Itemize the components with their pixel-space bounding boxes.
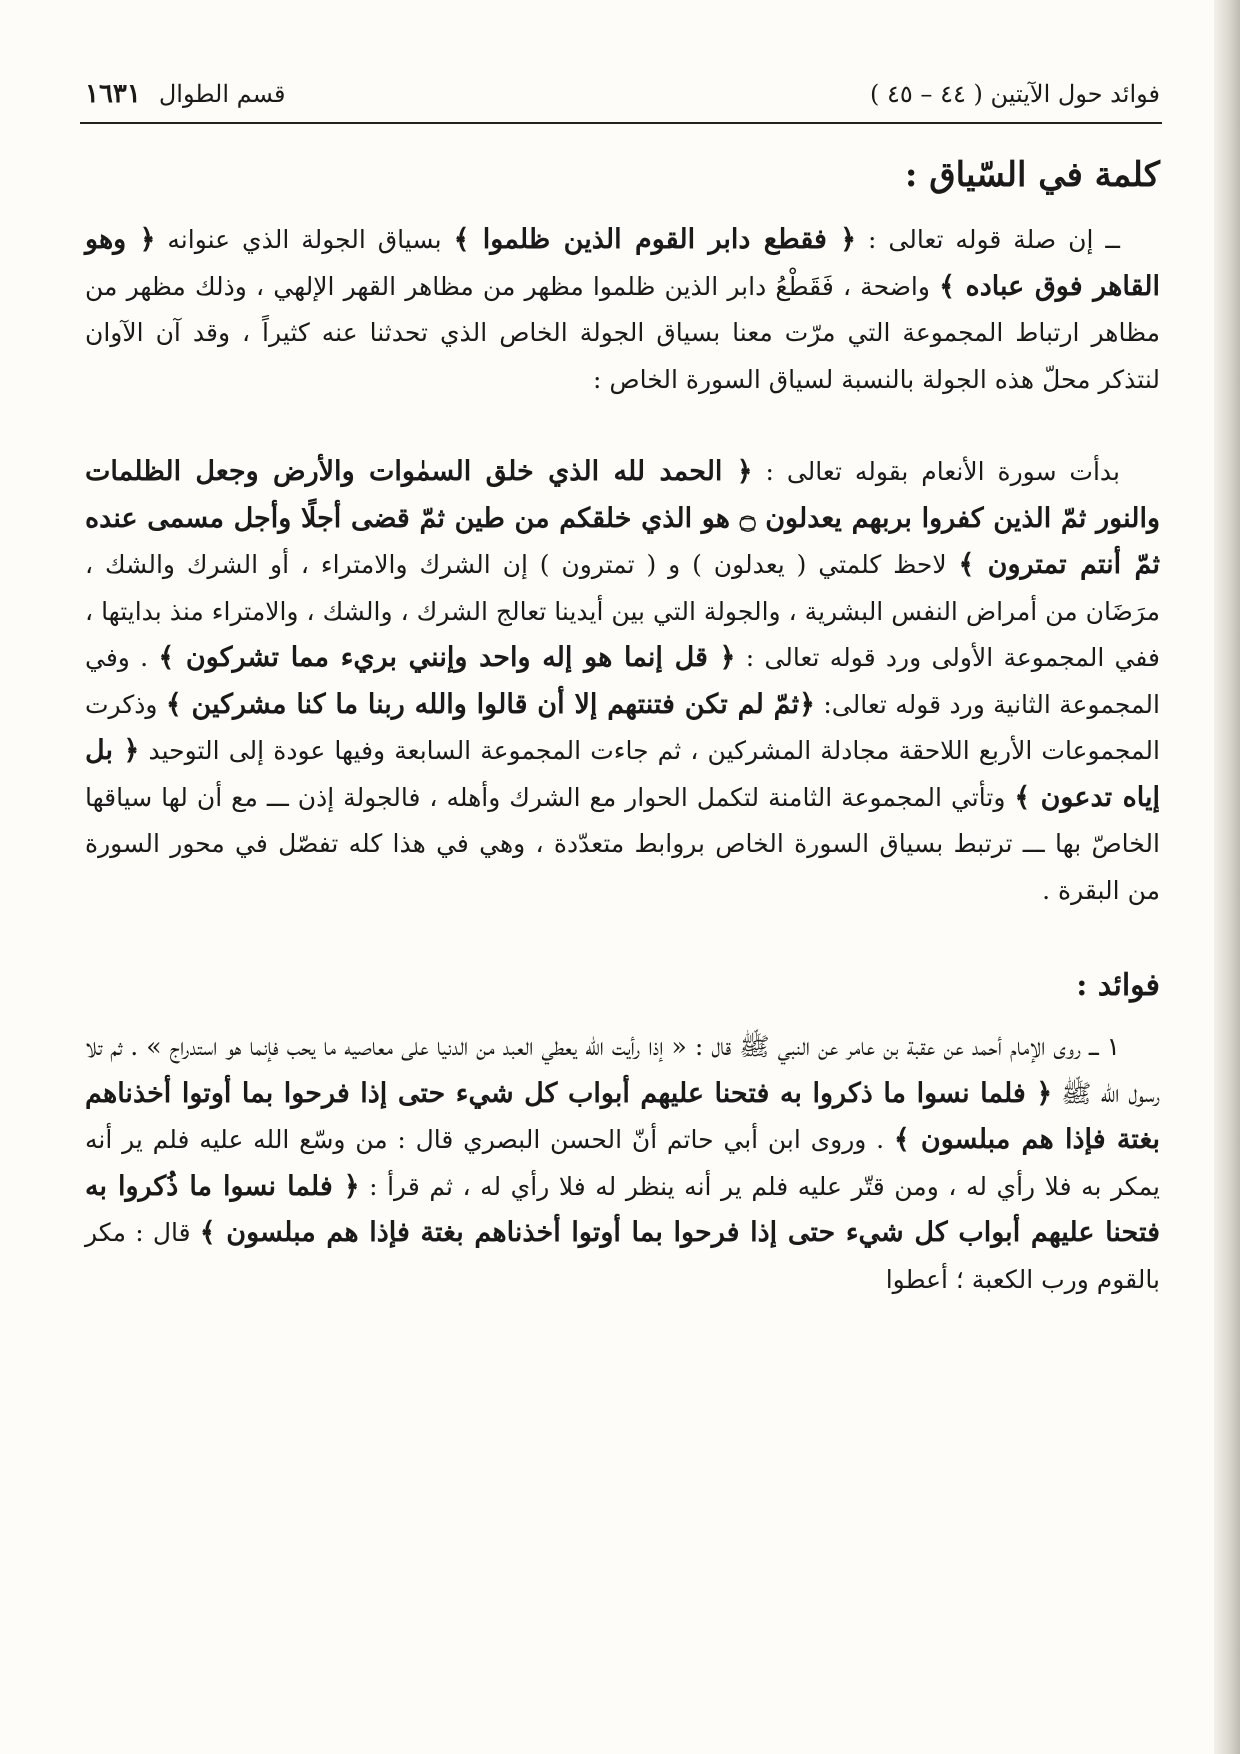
quran-quote: ﴿ الحمد لله الذي خلق السمٰوات والأرض وجعل الظلمات والنور ثمّ الذين كفروا بربهم يعدلون ۝ هو الذي خلقكم من طين ثمّ قضى أجلًا وأجل مسمى عنده ثمّ أنتم تمترون ﴾	[85, 456, 1160, 580]
quran-quote: ﴿ بل إياه تدعون ﴾	[85, 735, 1160, 813]
header-left-group	[85, 79, 286, 109]
quran-quote: ﴿ثمّ لم تكن فتنتهم إلا أن قالوا والله ربنا ما كنا مشركين ﴾	[165, 688, 815, 720]
quran-quote: ﴿ فلما نسوا ما ذكروا به فتحنا عليهم أبواب كل شيء حتى إذا فرحوا بما أوتوا أخذناهم بغتة فإذا هم مبلسون ﴾	[85, 1077, 1160, 1155]
context-paragraph-1: ــ إن صلة قوله تعالى : ﴿ فقطع دابر القوم الذين ظلموا ﴾ بسياق الجولة الذي عنوانه ﴿ وهو القاهر فوق عباده ﴾ واضحة ، فَقَطْعُ دابر الذين ظلموا مظهر من مظاهر القهر الإلهي ، وذلك مظهر من مظاهر ارتباط المجموعة التي مرّت معنا بسياق الجولة الخاص الذي تحدثنا عنه كثيراً ، وقد آن الآوان لنتذكر محلّ هذه الجولة بالنسبة لسياق السورة الخاص :	[85, 224, 1160, 394]
page-spine-shadow	[1214, 0, 1240, 1754]
quran-quote: ﴿ قل إنما هو إله واحد وإنني بريء مما تشركون ﴾	[158, 642, 736, 673]
page-number: ١٦٣١	[85, 79, 141, 109]
paragraph-gap	[85, 403, 1160, 449]
header-rule	[80, 122, 1162, 124]
benefits-paragraph-1: ١ ـــ روى الإمام أحمد عن عقبة بن عامر عن النبي ﷺ قال : « إذا رأيت الله يعطي العبد من الدنيا على معاصيه ما يحب فإنما هو استدراج » . ثم تلا رسول الله ﷺ ﴿ فلما نسوا ما ذكروا به فتحنا عليهم أبواب كل شيء حتى إذا فرحوا بما أوتوا أخذناهم بغتة فإذا هم مبلسون ﴾ . وروى ابن أبي حاتم أنّ الحسن البصري قال : من وسّع الله عليه فلم ير أنه يمكر به فلا رأي له ، ومن قتّر عليه فلم ير أنه ينظر له فلا رأي له ، ثم قرأ : ﴿ فلما نسوا ما ذُكروا به فتحنا عليهم أبواب كل شيء حتى إذا فرحوا بما أوتوا أخذناهم بغتة فإذا هم مبلسون ﴾ قال : مكر بالقوم ورب الكعبة ؛ أعطوا	[85, 1032, 1160, 1294]
section-gap	[85, 914, 1160, 958]
quran-quote: ﴿ وهو القاهر فوق عباده ﴾	[85, 224, 1160, 302]
benefits-heading: فوائد :	[1076, 968, 1160, 1003]
context-heading: كلمة في السّياق :	[904, 155, 1160, 195]
page-body	[85, 145, 1160, 1303]
quran-quote: ﴿ فقطع دابر القوم الذين ظلموا ﴾	[453, 224, 857, 255]
running-title: فوائد حول الآيتين ( ٤٤ – ٤٥ )	[870, 80, 1160, 108]
section-name: قسم الطوال	[158, 80, 286, 108]
quran-quote: ﴿ فلما نسوا ما ذُكروا به فتحنا عليهم أبواب كل شيء حتى إذا فرحوا بما أوتوا أخذناهم بغتة فإذا هم مبلسون ﴾	[85, 1170, 1160, 1248]
running-header	[85, 72, 1160, 116]
context-paragraph-2: بدأت سورة الأنعام بقوله تعالى : ﴿ الحمد لله الذي خلق السمٰوات والأرض وجعل الظلمات والنور ثمّ الذين كفروا بربهم يعدلون ۝ هو الذي خلقكم من طين ثمّ قضى أجلًا وأجل مسمى عنده ثمّ أنتم تمترون ﴾ لاحظ كلمتي ( يعدلون ) و ( تمترون ) إن الشرك والامتراء ، أو الشرك والشك ، مرَضَان من أمراض النفس البشرية ، والجولة التي بين أيدينا تعالج الشرك ، والشك ، والامتراء منذ بدايتها ، ففي المجموعة الأولى ورد قوله تعالى : ﴿ قل إنما هو إله واحد وإنني بريء مما تشركون ﴾ . وفي المجموعة الثانية ورد قوله تعالى: ﴿ثمّ لم تكن فتنتهم إلا أن قالوا والله ربنا ما كنا مشركين ﴾ وذكرت المجموعات الأربع اللاحقة مجادلة المشركين ، ثم جاءت المجموعة السابعة وفيها عودة إلى التوحيد ﴿ بل إياه تدعون ﴾ وتأتي المجموعة الثامنة لتكمل الحوار مع الشرك وأهله ، فالجولة إذن ـــ مع أن لها سياقها الخاصّ بها ـــ ترتبط بسياق السورة الخاص بروابط متعدّدة ، وهي في هذا كله تفصّل في محور السورة من البقرة .	[85, 456, 1160, 905]
